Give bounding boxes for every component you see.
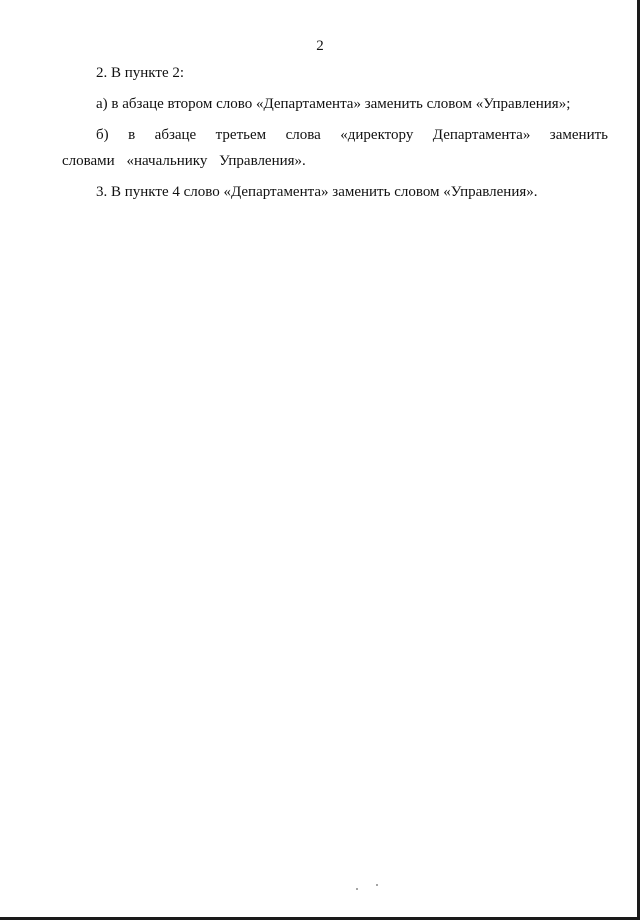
paragraph-subitem-a: а) в абзаце втором слово «Департамента» заменить словом «Управления»; [96,96,571,112]
scan-speck [376,884,378,886]
scan-speck [356,888,358,890]
paragraph-item-2: 2. В пункте 2: [96,65,185,81]
document-body [62,60,608,205]
paragraph-subitem-b: б) в абзаце третьем слова «директору Департамента» заменить словами «начальнику Управления». [62,127,608,169]
paragraph-item-3: 3. В пункте 4 слово «Департамента» заменить словом «Управления». [96,184,538,200]
page-number: 2 [316,38,324,54]
